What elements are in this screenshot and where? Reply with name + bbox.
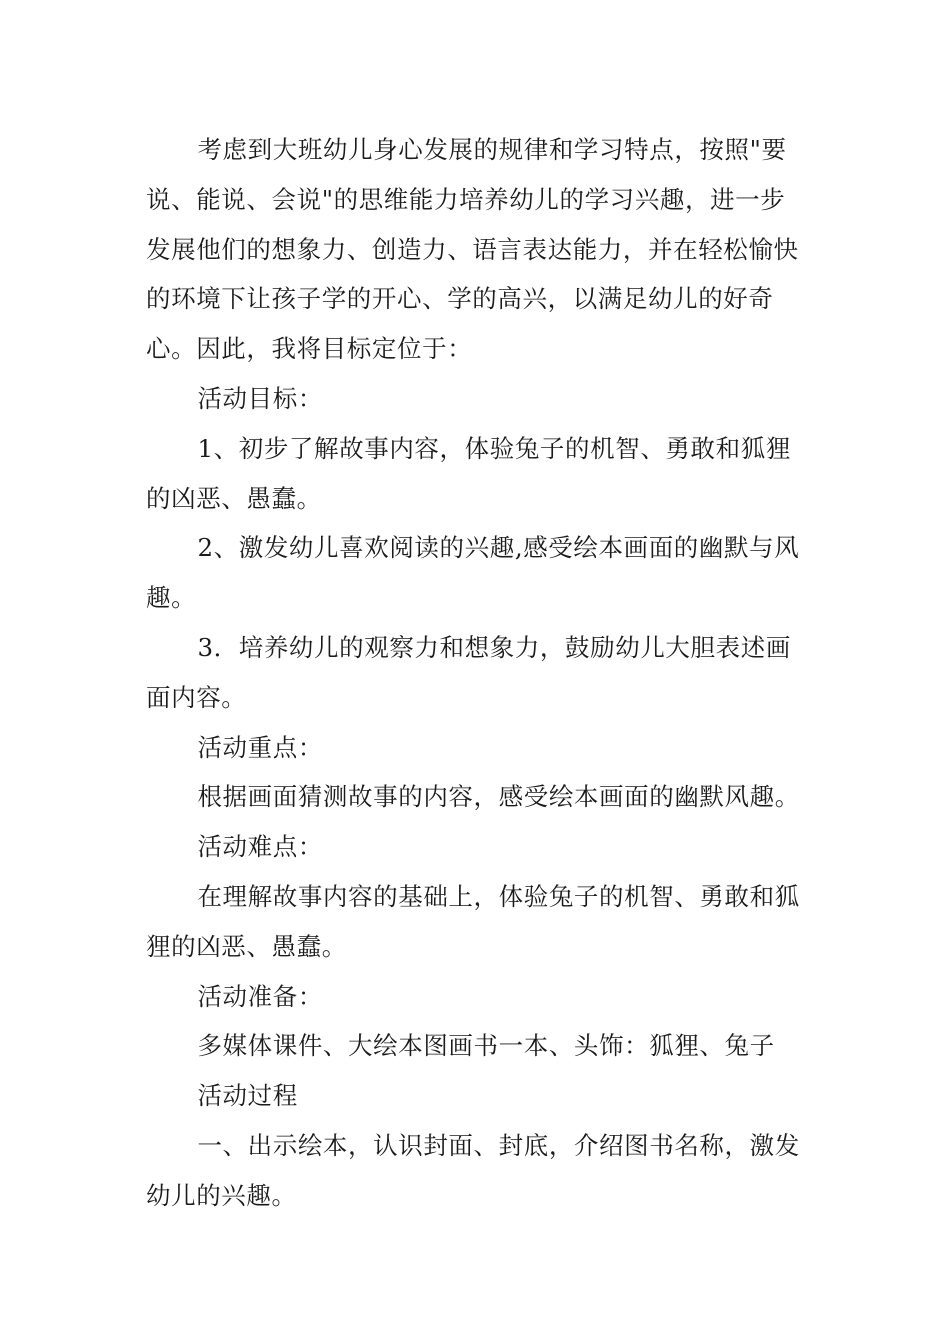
heading-activity-goals: 活动目标： bbox=[197, 383, 323, 413]
goal-item-1: 1、初步了解故事内容，体验兔子的机智、勇敢和狐狸的凶恶、愚蠢。 bbox=[146, 433, 791, 513]
key-points-text: 根据画面猜测故事的内容，感受绘本画面的幽默风趣。 bbox=[197, 782, 800, 812]
goal-item-2: 2、激发幼儿喜欢阅读的兴趣,感受绘本画面的幽默与风趣。 bbox=[146, 533, 800, 613]
goal-item-3: 3．培养幼儿的观察力和想象力，鼓励幼儿大胆表述画面内容。 bbox=[146, 632, 791, 712]
difficulties-text: 在理解故事内容的基础上，体验兔子的机智、勇敢和狐狸的凶恶、愚蠢。 bbox=[146, 881, 800, 961]
heading-difficulties: 活动难点： bbox=[197, 832, 323, 862]
document-body bbox=[146, 125, 806, 1221]
process-step-1: 一、出示绘本，认识封面、封底，介绍图书名称，激发幼儿的兴趣。 bbox=[146, 1130, 800, 1210]
heading-key-points: 活动重点： bbox=[197, 732, 323, 762]
heading-process: 活动过程 bbox=[197, 1081, 298, 1111]
intro-paragraph: 考虑到大班幼儿身心发展的规律和学习特点，按照"要说、能说、会说"的思维能力培养幼儿的学习兴趣，进一步发展他们的想象力、创造力、语言表达能力，并在轻松愉快的环境下让孩子学的开心、学的高兴，以满足幼儿的好奇心。因此，我将目标定位于： bbox=[146, 135, 799, 364]
preparation-text: 多媒体课件、大绘本图画书一本、头饰：狐狸、兔子 bbox=[197, 1031, 775, 1061]
heading-preparation: 活动准备： bbox=[197, 981, 323, 1011]
